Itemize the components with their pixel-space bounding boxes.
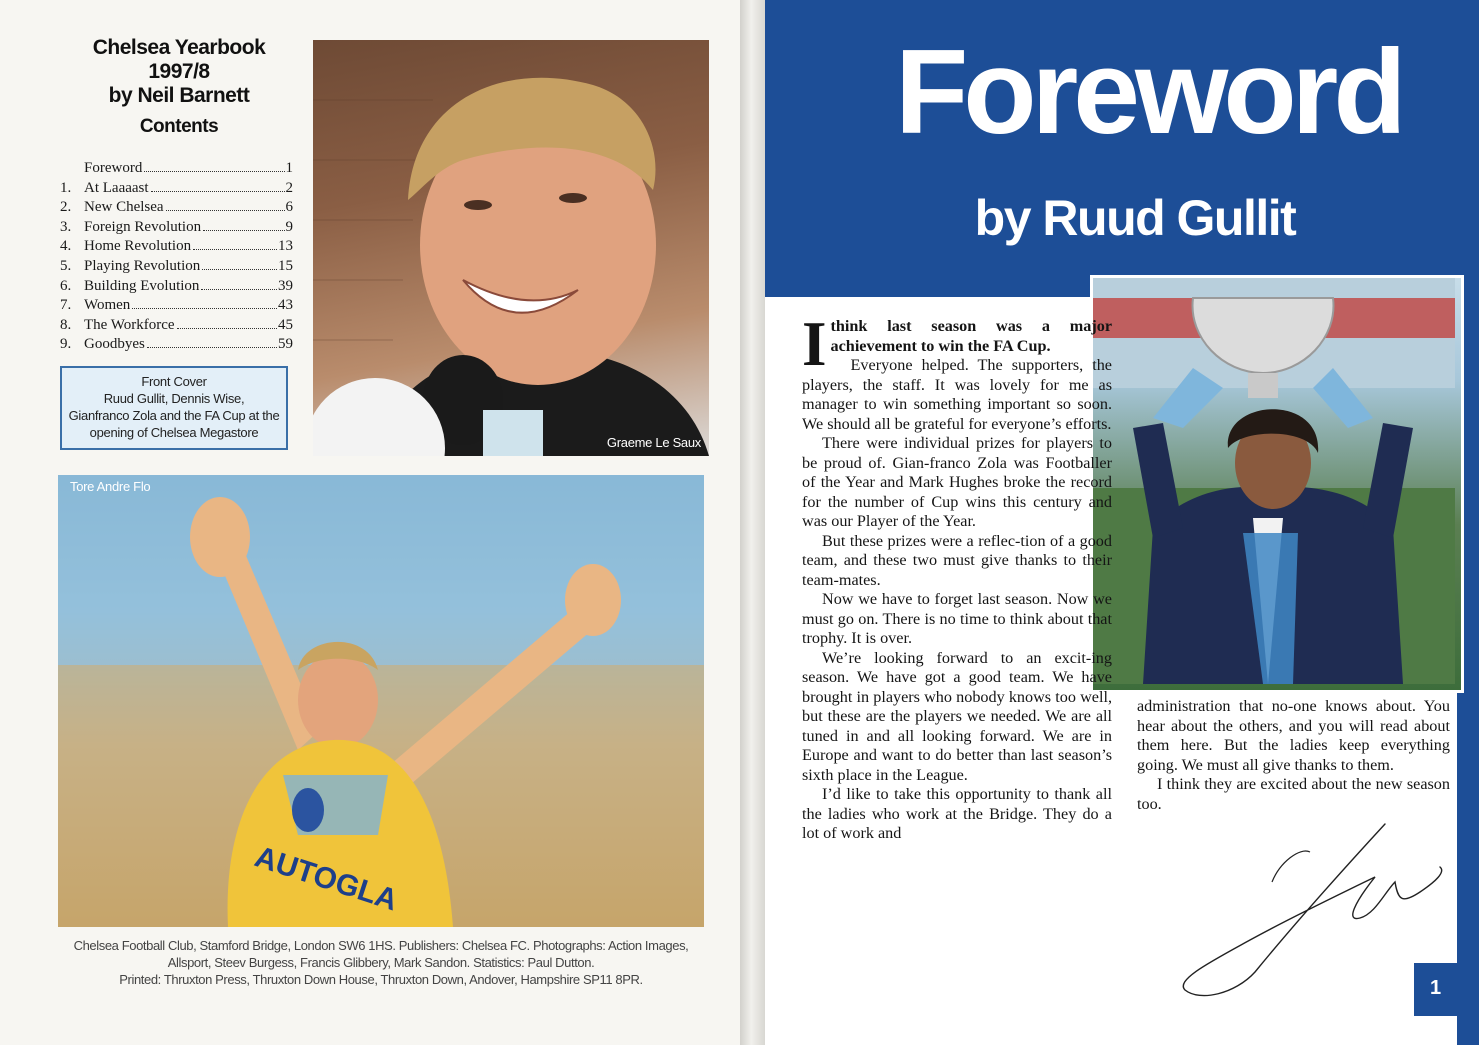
article-paragraph: But these prizes were a reflec-tion of a good team, and these two must give thanks to their team-mates. — [802, 531, 1112, 589]
toc-title: Foreword — [84, 160, 143, 176]
toc-leader — [144, 171, 284, 172]
front-cover-note — [60, 366, 288, 450]
toc-number: 2. — [60, 199, 72, 216]
toc-number: 6. — [60, 277, 72, 294]
toc-title: New Chelsea — [84, 199, 164, 216]
front-cover-line: Gianfranco Zola and the FA Cup at the — [68, 408, 280, 423]
toc-title: Playing Revolution — [84, 257, 201, 274]
toc-leader — [132, 308, 277, 309]
toc-row[interactable] — [60, 336, 293, 356]
toc-row[interactable] — [60, 258, 293, 278]
article-paragraph: We’re looking forward to an excit-ing season. We have got a good team. We have brought in players who nobody knows too well, but these are the players we needed. We are all tuned in and all looking forward. We are in Europe and want to do better than last season’s sixth place in the League. — [802, 648, 1112, 784]
celebration-illustration — [58, 475, 704, 927]
toc-row[interactable] — [60, 278, 293, 298]
front-cover-line: Ruud Gullit, Dennis Wise, — [103, 391, 245, 406]
photo-graeme-le-saux — [313, 40, 709, 456]
toc-title: Foreign Revolution — [84, 218, 202, 235]
contents-heading: Contents — [139, 116, 219, 137]
toc-row[interactable] — [60, 317, 293, 337]
toc-title: Goodbyes — [84, 336, 145, 353]
toc-page: 39 — [278, 277, 293, 294]
toc-row[interactable] — [60, 160, 293, 180]
toc-number: 8. — [60, 316, 72, 333]
toc-title: Home Revolution — [84, 238, 192, 255]
page-title: Foreword — [895, 25, 1402, 159]
article-column-2 — [1137, 697, 1450, 814]
book-header — [60, 36, 298, 108]
credits-line: Printed: Thruxton Press, Thruxton Down House, Thruxton Down, Andover, Hampshire SP11 8PR. — [119, 972, 643, 987]
toc-number: 3. — [60, 218, 72, 235]
signature-graphic — [1180, 822, 1450, 1002]
book-gutter — [740, 0, 765, 1045]
toc-leader — [177, 328, 277, 329]
toc-number: 1. — [60, 179, 72, 196]
toc-row[interactable] — [60, 238, 293, 258]
toc-page: 59 — [278, 336, 293, 353]
photo-tore-andre-flo — [58, 475, 704, 927]
toc-title: At Laaaast — [84, 179, 149, 196]
publication-credits — [58, 937, 704, 988]
portrait-illustration — [313, 40, 709, 456]
toc-page: 2 — [285, 179, 293, 196]
toc-leader — [201, 289, 277, 290]
article-paragraph: I think they are excited about the new season too. — [1137, 775, 1450, 813]
article-paragraph: I’d like to take this opportunity to thank all the ladies who work at the Bridge. They do a lot of work and — [802, 785, 1112, 842]
toc-page: 1 — [285, 160, 293, 176]
toc-title: Building Evolution — [84, 277, 200, 294]
article-paragraph: Now we have to forget last season. Now we must go on. There is no time to think about that trophy. It is over. — [802, 590, 1112, 647]
article-paragraph: There were individual prizes for players to be proud of. Gian-franco Zola was Footballer of the Year and Mark Hughes broke the record for the number of Cup wins this century and was our Player of the Year. — [802, 434, 1112, 530]
toc-page: 6 — [285, 199, 293, 216]
toc-leader — [202, 269, 277, 270]
toc-leader — [147, 347, 277, 348]
book-title: Chelsea Yearbook — [92, 36, 266, 59]
shirt-sponsor: AUTOGLA — [250, 840, 402, 918]
credits-line: Allsport, Steev Burgess, Francis Glibbery, Mark Sandon. Statistics: Paul Dutton. — [167, 955, 595, 970]
toc-row[interactable] — [60, 199, 293, 219]
photo-caption: Graeme Le Saux — [606, 435, 701, 450]
toc-page: 43 — [278, 297, 293, 314]
toc-number: 5. — [60, 257, 72, 274]
table-of-contents — [60, 160, 293, 356]
toc-row[interactable] — [60, 219, 293, 239]
page-subtitle: by Ruud Gullit — [974, 190, 1296, 246]
credits-line: Chelsea Football Club, Stamford Bridge, London SW6 1HS. Publishers: Chelsea FC. Photographs: Action Images, — [73, 938, 689, 953]
toc-row[interactable] — [60, 180, 293, 200]
book-year: 1997/8 — [148, 60, 210, 83]
lead-text: think last season was a major achievement to win the FA Cup. — [830, 317, 1112, 355]
article-lead-paragraph — [802, 309, 1112, 379]
front-cover-heading: Front Cover — [141, 374, 207, 389]
toc-number: 9. — [60, 336, 72, 353]
page-number: 1 — [1414, 963, 1457, 1016]
toc-number: 7. — [60, 297, 72, 314]
drop-cap: I — [802, 309, 827, 379]
front-cover-line: opening of Chelsea Megastore — [89, 425, 259, 440]
toc-leader — [166, 210, 285, 211]
toc-page: 9 — [285, 218, 293, 235]
book-author: by Neil Barnett — [108, 84, 250, 107]
toc-page: 15 — [278, 257, 293, 274]
article-column-1 — [802, 309, 1112, 844]
right-page — [765, 0, 1479, 1045]
photo-caption: Tore Andre Flo — [70, 479, 151, 494]
toc-number: 4. — [60, 238, 72, 255]
toc-leader — [151, 191, 285, 192]
photo-ruud-gullit-fa-cup — [1090, 275, 1464, 693]
toc-page: 13 — [278, 238, 293, 255]
toc-leader — [193, 249, 277, 250]
trophy-illustration — [1093, 278, 1455, 684]
toc-title: The Workforce — [84, 316, 175, 333]
toc-row[interactable] — [60, 297, 293, 317]
toc-page: 45 — [278, 316, 293, 333]
article-paragraph: administration that no-one knows about. You hear about the others, and you will read about them here. But the ladies keep everything going. We must all give thanks to them. — [1137, 697, 1450, 774]
toc-leader — [203, 230, 284, 231]
toc-title: Women — [84, 297, 131, 314]
article-paragraph: Everyone helped. The supporters, the players, the staff. It was lovely for me as manager to win something important so soon. We should all be grateful for everyone’s efforts. — [802, 356, 1112, 433]
